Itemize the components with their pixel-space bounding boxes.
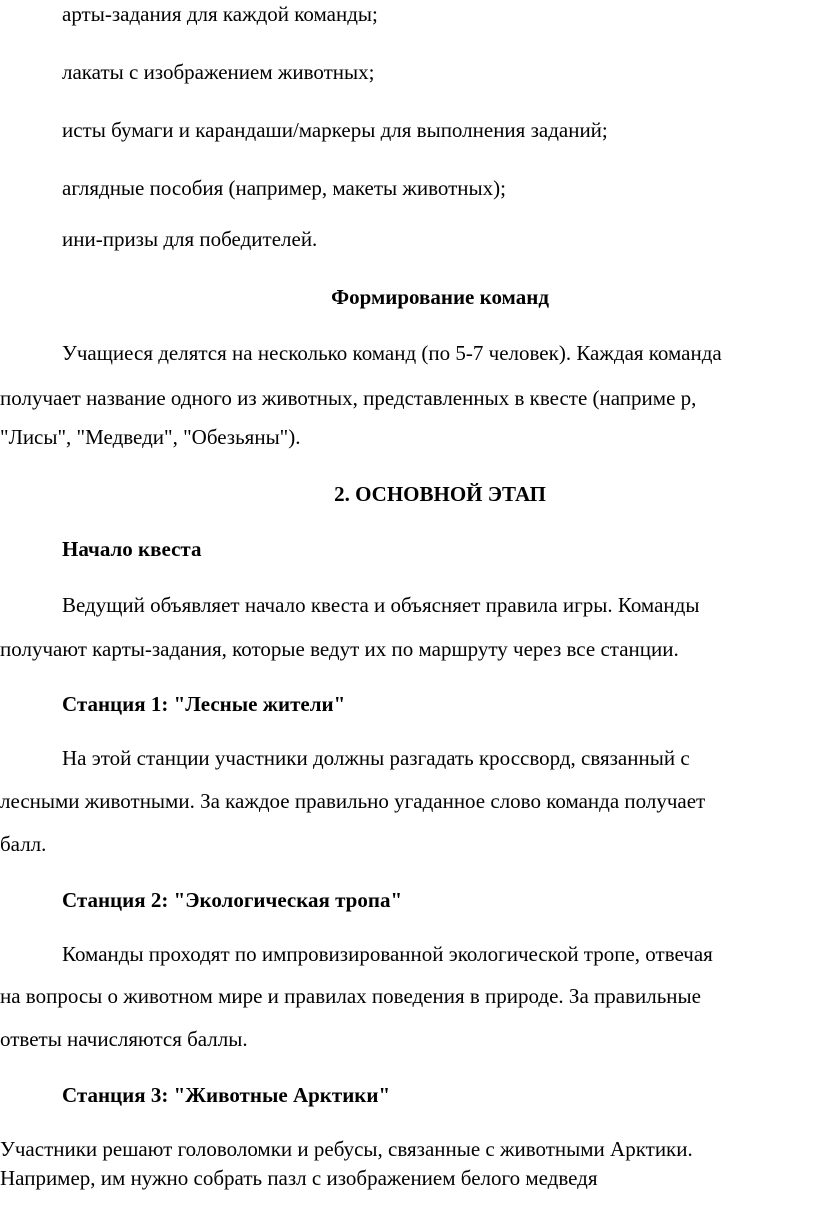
section-heading-main: 2. ОСНОВНОЙ ЭТАП bbox=[334, 482, 546, 506]
paragraph-line: на вопросы о животном мире и правилах поведения в природе. За правильные bbox=[0, 984, 701, 1008]
subheading-start: Начало квеста bbox=[62, 537, 202, 561]
list-item: лакаты с изображением животных; bbox=[62, 60, 375, 84]
paragraph-line: Команды проходят по импровизированной экологической тропе, отвечая bbox=[62, 942, 713, 966]
paragraph-line: Ведущий объявляет начало квеста и объясняет правила игры. Команды bbox=[62, 593, 700, 617]
subheading-station-3: Станция 3: "Животные Арктики" bbox=[62, 1083, 391, 1107]
paragraph-line: получает название одного из животных, представленных в квесте (наприме р, bbox=[0, 386, 697, 410]
list-item: ини-призы для победителей. bbox=[62, 227, 318, 251]
paragraph-line: лесными животными. За каждое правильно угаданное слово команда получает bbox=[0, 789, 706, 813]
paragraph-line: балл. bbox=[0, 832, 47, 856]
subheading-station-1: Станция 1: "Лесные жители" bbox=[62, 692, 346, 716]
list-item: исты бумаги и карандаши/маркеры для выполнения заданий; bbox=[62, 118, 608, 142]
paragraph-line: "Лисы", "Медведи", "Обезьяны"). bbox=[0, 425, 301, 449]
subheading-station-2: Станция 2: "Экологическая тропа" bbox=[62, 888, 403, 912]
paragraph-line: ответы начисляются баллы. bbox=[0, 1027, 248, 1051]
list-item: аглядные пособия (например, макеты животных); bbox=[62, 176, 506, 200]
paragraph-line: Например, им нужно собрать пазл с изображением белого медведя bbox=[0, 1166, 598, 1190]
paragraph-line: На этой станции участники должны разгадать кроссворд, связанный с bbox=[62, 746, 690, 770]
paragraph-line: Учащиеся делятся на несколько команд (по 5-7 человек). Каждая команда bbox=[62, 341, 722, 365]
paragraph-line: получают карты-задания, которые ведут их по маршруту через все станции. bbox=[0, 637, 679, 661]
section-heading-teams: Формирование команд bbox=[331, 285, 549, 309]
paragraph-line: Участники решают головоломки и ребусы, связанные с животными Арктики. bbox=[0, 1137, 693, 1161]
list-item: арты-задания для каждой команды; bbox=[62, 2, 378, 26]
